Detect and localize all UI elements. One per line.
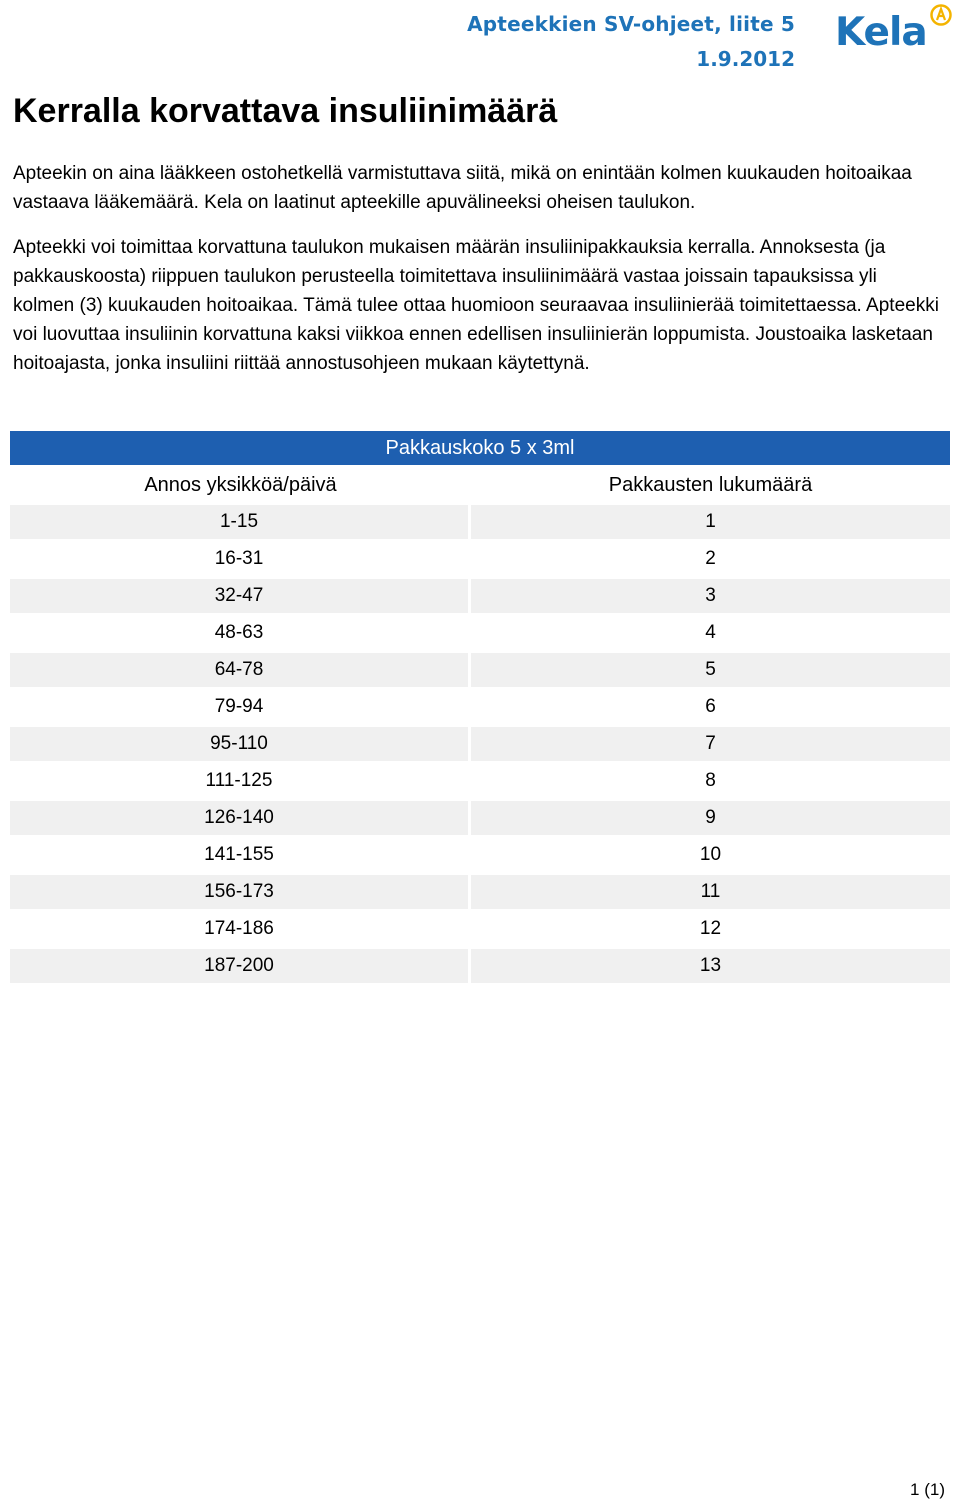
table-row: [10, 616, 950, 650]
package-count-cell: 1: [471, 505, 950, 539]
package-count-cell: 6: [705, 696, 716, 717]
document-series: Apteekkien SV-ohjeet, liite 5: [467, 12, 795, 36]
table-row: [10, 838, 950, 872]
table-row: [10, 542, 950, 576]
table-row: [10, 875, 950, 909]
package-count-cell: 13: [471, 949, 950, 983]
dose-cell: 174-186: [10, 912, 471, 946]
dose-cell: 156-173: [10, 875, 471, 909]
dose-cell: 64-78: [10, 653, 471, 687]
table-column-header-row: [10, 468, 950, 502]
table-row: [10, 764, 950, 798]
dose-column-header: Annos yksikköä/päivä: [144, 473, 337, 496]
table-row: [10, 949, 950, 983]
kela-logo-mark-icon: [930, 4, 952, 32]
table-row: [10, 801, 950, 835]
table-row: [10, 653, 950, 687]
insulin-dose-table: [10, 428, 950, 986]
package-count-cell: 9: [471, 801, 950, 835]
page-number: 1 (1): [910, 1480, 945, 1499]
table-row: [10, 912, 950, 946]
package-count-cell: 11: [471, 875, 950, 909]
package-size-header: Pakkauskoko 5 x 3ml: [10, 431, 950, 465]
package-count-cell: 4: [705, 622, 716, 643]
kela-logo: [835, 2, 953, 60]
dose-cell: 111-125: [10, 764, 471, 798]
package-count-cell: 5: [471, 653, 950, 687]
package-count-cell: 7: [471, 727, 950, 761]
package-count-cell: 3: [471, 579, 950, 613]
table-row: [10, 505, 950, 539]
dose-cell: 48-63: [10, 616, 471, 650]
dose-cell: 126-140: [10, 801, 471, 835]
table-row: [10, 727, 950, 761]
document-date: 1.9.2012: [696, 47, 795, 71]
table-row: [10, 579, 950, 613]
kela-logo-text: Kela: [835, 10, 927, 55]
dose-cell: 187-200: [10, 949, 471, 983]
package-count-cell: 10: [699, 844, 722, 865]
package-count-cell: 12: [699, 918, 722, 939]
page-title: Kerralla korvattava insuliinimäärä: [13, 92, 558, 130]
package-count-cell: 8: [705, 770, 716, 791]
package-count-cell: 2: [705, 548, 716, 569]
dose-cell: 32-47: [10, 579, 471, 613]
table-row: [10, 690, 950, 724]
document-header: [467, 12, 795, 72]
intro-paragraph: Apteekin on aina lääkkeen ostohetkellä varmistuttava siitä, mikä on enintään kolmen kuukauden hoitoaikaa vastaava lääkemäärä. Kela on laatinut apteekille apuvälineeksi oheisen taulukon.: [13, 163, 912, 213]
dose-cell: 95-110: [10, 727, 471, 761]
dose-cell: 141-155: [10, 838, 471, 872]
dose-cell: 16-31: [10, 542, 471, 576]
table-group-header-row: [10, 431, 950, 465]
dose-cell: 79-94: [10, 690, 471, 724]
dose-cell: 1-15: [10, 505, 471, 539]
package-count-column-header: Pakkausten lukumäärä: [608, 473, 813, 496]
instructions-paragraph: Apteekki voi toimittaa korvattuna taulukon mukaisen määrän insuliinipakkauksia kerralla. Annoksesta (ja pakkauskoosta) riippuen taulukon perusteella toimitettava insuliinimäärä vastaa joissain tapauksissa yli kolmen (3) kuukauden hoitoaikaa. Tämä tulee ottaa huomioon seuraavaa insuliinierää toimitettaessa. Apteekki voi luovuttaa insuliinin korvattuna kaksi viikkoa ennen edellisen insuliinierän loppumista. Joustoaika lasketaan hoitoajasta, jonka insuliini riittää annostusohjeen mukaan käytettynä.: [13, 237, 939, 374]
